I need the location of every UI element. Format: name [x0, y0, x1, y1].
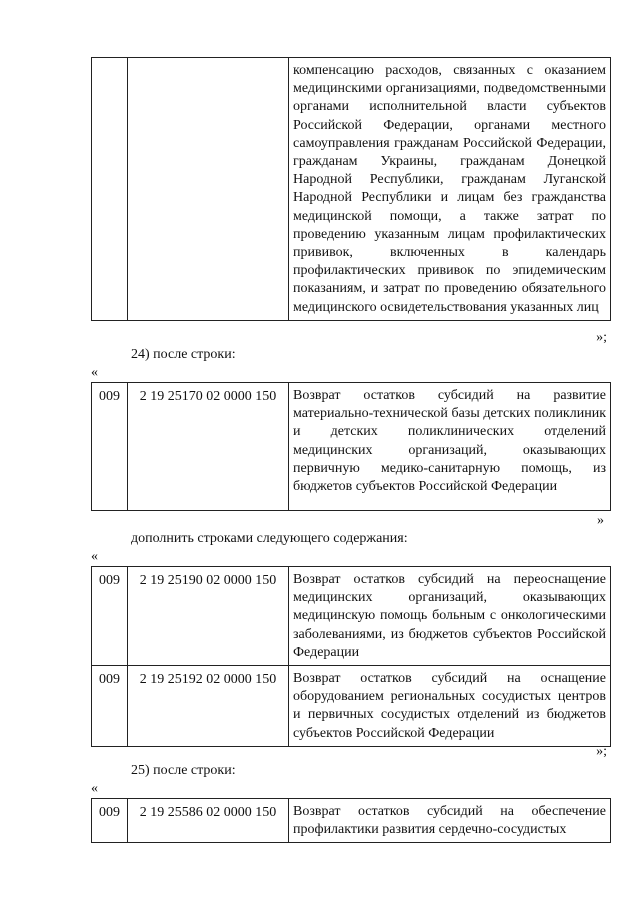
- table-cell-description: Возврат остатков субсидий на обеспечение профилактики развития сердечно-сосудистых: [289, 799, 611, 843]
- table-row: [92, 799, 611, 843]
- table-cell-admin-code: 009: [92, 383, 128, 511]
- table-cell-description: Возврат остатков субсидий на переоснащение медицинских организаций, оказывающих медицинскую помощь больным с онкологическими заболеваниями, из бюджетов субъектов Российской Федерации: [289, 567, 611, 666]
- table-cell-admin-code: 009: [92, 799, 128, 843]
- table-cell-kbk-code: 2 19 25170 02 0000 150: [128, 383, 289, 511]
- table-cell-kbk-code: 2 19 25190 02 0000 150: [128, 567, 289, 666]
- amendment-paragraph-24: 24) после строки:: [131, 347, 236, 362]
- budget-table-added-rows: [91, 566, 611, 747]
- table-cell-admin-code: [92, 58, 128, 321]
- opening-quote: «: [91, 781, 98, 796]
- table-cell-admin-code: 009: [92, 666, 128, 747]
- amendment-paragraph-25: 25) после строки:: [131, 763, 236, 778]
- budget-table-after-row: [91, 382, 611, 511]
- table-row: [92, 567, 611, 666]
- table-row: [92, 666, 611, 747]
- opening-quote: «: [91, 549, 98, 564]
- table-cell-description: Возврат остатков субсидий на оснащение оборудованием региональных сосудистых центров и первичных сосудистых отделений из бюджетов субъектов Российской Федерации: [289, 666, 611, 747]
- table-cell-description: компенсацию расходов, связанных с оказанием медицинскими организациями, подведомственными органами исполнительной власти субъектов Российской Федерации, органами местного самоуправления гражданам Российской Федерации, гражданам Украины, гражданам Донецкой Народной Республики, гражданам Луганской Народной Республики и лицам без гражданства медицинской помощи, а также затрат по проведению указанным лицам профилактических прививок, включенных в календарь профилактических прививок по эпидемическим показаниям, и затрат по проведению обязательного медицинского освидетельствования указанных лиц: [289, 58, 611, 321]
- table-cell-admin-code: 009: [92, 567, 128, 666]
- table-cell-description: Возврат остатков субсидий на развитие материально-технической базы детских поликлиник и детских поликлинических отделений медицинских организаций, оказывающих первичную медико-санитарную помощь, из бюджетов субъектов Российской Федерации: [289, 383, 611, 511]
- amendment-paragraph-add-rows: дополнить строками следующего содержания:: [131, 531, 408, 546]
- table-row: [92, 383, 611, 511]
- budget-table-continued: [91, 57, 611, 321]
- table-cell-kbk-code: 2 19 25586 02 0000 150: [128, 799, 289, 843]
- closing-quote: »: [597, 513, 604, 528]
- opening-quote: «: [91, 365, 98, 380]
- table-cell-kbk-code: [128, 58, 289, 321]
- closing-quote: »;: [596, 330, 607, 345]
- table-cell-kbk-code: 2 19 25192 02 0000 150: [128, 666, 289, 747]
- table-row: [92, 58, 611, 321]
- closing-quote: »;: [596, 744, 607, 759]
- budget-table-after-row-25: [91, 798, 611, 843]
